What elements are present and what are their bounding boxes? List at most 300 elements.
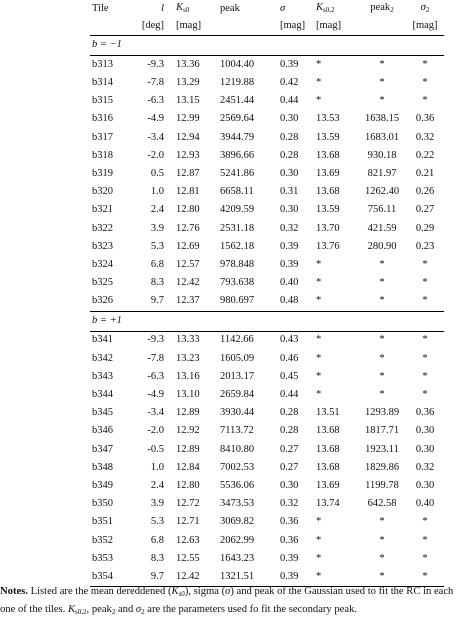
- cell-l: -3.4: [147, 407, 164, 419]
- k-symbol: K: [176, 2, 184, 14]
- notes-line-1: [0, 584, 474, 602]
- cell-sigma2: 0.23: [415, 240, 435, 252]
- cell-tile: b351: [92, 516, 113, 528]
- cell-peak: 2659.84: [220, 389, 255, 401]
- cell-k: 12.72: [176, 498, 200, 510]
- cell-tile: b342: [92, 352, 113, 364]
- cell-k: 12.69: [176, 240, 200, 252]
- cell-k2: *: [316, 77, 322, 89]
- table-body: [90, 36, 444, 587]
- cell-tile: b341: [92, 334, 113, 346]
- table-row: [90, 74, 444, 92]
- cell-sigma2: 0.36: [415, 113, 435, 125]
- table-row: [90, 459, 444, 477]
- cell-tile: b318: [92, 149, 113, 161]
- unit-sigma: [mag]: [280, 20, 306, 31]
- cell-k: 12.55: [176, 552, 200, 564]
- cell-k2: 13.59: [316, 204, 340, 216]
- table-row: [90, 350, 444, 368]
- cell-k: 12.42: [172, 568, 216, 587]
- table-row: [90, 495, 444, 513]
- col-header-tile: Tile: [92, 2, 109, 14]
- table-row: [90, 292, 444, 311]
- cell-sigma: 0.44: [280, 95, 299, 107]
- cell-l: 2.4: [150, 479, 164, 491]
- group-label: b = −1: [90, 36, 444, 56]
- cell-k2: *: [316, 277, 322, 289]
- cell-sigma: 0.27: [280, 443, 299, 455]
- cell-peak: 2569.64: [220, 113, 255, 125]
- cell-sigma: 0.32: [280, 222, 299, 234]
- cell-sigma: 0.39: [280, 258, 299, 270]
- group-header-row: [90, 36, 444, 56]
- cell-tile: b354: [90, 568, 130, 587]
- cell-sigma: 0.39: [280, 552, 299, 564]
- cell-peak: 3944.79: [220, 131, 255, 143]
- cell-sigma2: *: [406, 568, 444, 587]
- unit-peak2: [358, 18, 406, 36]
- cell-peak: 1605.09: [220, 352, 255, 364]
- cell-sigma: 0.28: [280, 149, 299, 161]
- unit-k2: [mag]: [316, 20, 342, 31]
- cell-peak2: *: [379, 295, 385, 307]
- cell-k2: *: [316, 516, 322, 528]
- cell-peak2: 642.58: [367, 498, 397, 510]
- table-row: [90, 423, 444, 441]
- notes-k-symbol: K: [171, 586, 179, 597]
- cell-tile: b343: [92, 370, 113, 382]
- table-row: [90, 92, 444, 110]
- cell-peak: 2013.17: [220, 370, 255, 382]
- cell-k: 12.94: [176, 131, 200, 143]
- cell-sigma: 0.30: [280, 204, 299, 216]
- cell-peak: 980.697: [220, 295, 255, 307]
- unit-tile: [90, 18, 130, 36]
- cell-k: 12.80: [176, 204, 200, 216]
- cell-peak2: 1638.15: [364, 113, 400, 125]
- cell-sigma: 0.32: [280, 498, 299, 510]
- cell-k2: *: [316, 370, 322, 382]
- table-row: [90, 147, 444, 165]
- sigma2-subscript: 2: [425, 6, 430, 15]
- cell-l: -6.3: [147, 370, 164, 382]
- cell-peak: 3069.82: [220, 516, 255, 528]
- cell-sigma2: *: [422, 389, 428, 401]
- cell-peak2: 1262.40: [364, 186, 400, 198]
- cell-sigma: 0.40: [280, 277, 299, 289]
- cell-l: -6.3: [147, 95, 164, 107]
- cell-sigma2: 0.32: [415, 131, 435, 143]
- cell-peak2: 756.11: [367, 204, 397, 216]
- table-row: [90, 165, 444, 183]
- cell-tile: b316: [92, 113, 113, 125]
- cell-sigma2: *: [422, 277, 428, 289]
- cell-peak2: 1683.01: [364, 131, 400, 143]
- notes-lead: Notes.: [0, 586, 28, 597]
- notes-sigma2-symbol: σ: [135, 604, 142, 615]
- cell-sigma: 0.36: [280, 534, 299, 546]
- table-row: [90, 220, 444, 238]
- cell-sigma: 0.39: [276, 568, 312, 587]
- cell-sigma2: 0.32: [415, 461, 435, 473]
- table-row: [90, 331, 444, 350]
- notes-k-subscript: s0: [178, 590, 185, 598]
- notes-text: one of the tiles.: [0, 604, 68, 615]
- cell-peak2: 1293.89: [364, 407, 400, 419]
- cell-k: 13.29: [176, 77, 200, 89]
- col-header-k2: [312, 0, 358, 18]
- notes-k2-symbol: K: [67, 604, 76, 615]
- cell-k: 13.15: [176, 95, 200, 107]
- table-row: [90, 111, 444, 129]
- cell-k: 12.84: [176, 461, 200, 473]
- cell-tile: b344: [92, 389, 113, 401]
- cell-peak2: *: [379, 389, 385, 401]
- cell-peak: 7113.72: [220, 425, 254, 437]
- table-row: [90, 129, 444, 147]
- cell-sigma: 0.43: [280, 334, 299, 346]
- cell-peak: 978.848: [220, 258, 255, 270]
- cell-peak: 3896.66: [220, 149, 255, 161]
- sigma2-symbol: σ: [420, 2, 426, 14]
- cell-l: -2.0: [147, 149, 164, 161]
- cell-peak2: 421.59: [367, 222, 397, 234]
- cell-sigma2: 0.30: [415, 443, 435, 455]
- cell-sigma2: *: [422, 95, 428, 107]
- cell-tile: b348: [92, 461, 113, 473]
- cell-k2: 13.68: [316, 461, 340, 473]
- table-row: [90, 183, 444, 201]
- cell-peak2: 1829.86: [364, 461, 400, 473]
- cell-k2: 13.53: [316, 113, 340, 125]
- notes-k2-subscript: s0,2: [75, 608, 87, 616]
- cell-peak: 1643.23: [220, 552, 255, 564]
- cell-l: 8.3: [150, 277, 164, 289]
- cell-sigma2: 0.27: [415, 204, 435, 216]
- cell-sigma: 0.42: [280, 77, 299, 89]
- cell-peak: 1142.66: [220, 334, 254, 346]
- cell-sigma2: *: [422, 258, 428, 270]
- cell-tile: b325: [92, 277, 113, 289]
- cell-k: 13.33: [176, 334, 200, 346]
- table-row: [90, 202, 444, 220]
- table-row: [90, 404, 444, 422]
- cell-k: 12.81: [176, 186, 200, 198]
- notes-text: ) and peak of the Gaussian used to fit the RC in each: [230, 586, 454, 597]
- cell-l: -7.8: [147, 352, 164, 364]
- cell-k2: *: [316, 58, 322, 70]
- notes-peak2-subscript: 2: [111, 608, 116, 616]
- unit-l: [deg]: [141, 20, 164, 31]
- cell-l: -9.3: [147, 334, 164, 346]
- cell-tile: b352: [92, 534, 113, 546]
- cell-k2: *: [316, 352, 322, 364]
- cell-sigma2: 0.40: [415, 498, 435, 510]
- cell-peak: 4209.59: [220, 204, 255, 216]
- cell-tile: b345: [92, 407, 113, 419]
- cell-peak2: *: [379, 534, 385, 546]
- cell-sigma: 0.30: [280, 113, 299, 125]
- cell-peak: 1562.18: [220, 240, 255, 252]
- cell-k2: *: [316, 552, 322, 564]
- cell-k: 13.36: [176, 58, 200, 70]
- cell-sigma2: 0.30: [415, 479, 435, 491]
- cell-sigma: 0.27: [280, 461, 299, 473]
- cell-tile: b347: [92, 443, 113, 455]
- header-row: [90, 0, 444, 18]
- cell-tile: b313: [92, 58, 113, 70]
- table-row: [90, 256, 444, 274]
- cell-peak: 8410.80: [220, 443, 255, 455]
- cell-sigma2: *: [422, 58, 428, 70]
- cell-k: 12.99: [176, 113, 200, 125]
- table-row: [90, 368, 444, 386]
- cell-peak: 1321.51: [216, 568, 276, 587]
- group-header-row: [90, 311, 444, 331]
- notes-text: are the parameters used fo fit the secondary peak.: [144, 604, 358, 615]
- cell-sigma2: 0.29: [415, 222, 435, 234]
- cell-tile: b317: [92, 131, 113, 143]
- cell-sigma2: *: [422, 516, 428, 528]
- col-header-l: l: [161, 2, 164, 14]
- cell-peak: 3930.44: [220, 407, 255, 419]
- cell-tile: b349: [92, 479, 113, 491]
- k2-symbol: K: [316, 2, 324, 14]
- cell-sigma: 0.28: [280, 425, 299, 437]
- cell-sigma: 0.46: [280, 352, 299, 364]
- cell-sigma: 0.36: [280, 516, 299, 528]
- cell-k: 12.37: [176, 295, 200, 307]
- cell-peak2: 280.90: [367, 240, 397, 252]
- notes-text: ), sigma (: [184, 586, 226, 597]
- cell-peak: 2451.44: [220, 95, 255, 107]
- cell-sigma2: *: [422, 295, 428, 307]
- unit-peak: [216, 18, 276, 36]
- cell-tile: b320: [92, 186, 113, 198]
- cell-k2: *: [316, 258, 322, 270]
- cell-peak2: 930.18: [367, 149, 397, 161]
- cell-peak2: *: [379, 77, 385, 89]
- cell-k2: 13.69: [316, 167, 340, 179]
- cell-k2: 13.76: [316, 240, 340, 252]
- cell-sigma: 0.28: [280, 131, 299, 143]
- cell-k: 13.23: [176, 352, 200, 364]
- cell-sigma: 0.30: [280, 167, 299, 179]
- cell-k2: *: [312, 568, 358, 587]
- cell-peak: 3473.53: [220, 498, 255, 510]
- cell-k: 12.71: [176, 516, 200, 528]
- cell-k: 12.87: [176, 167, 200, 179]
- cell-k: 12.80: [176, 479, 200, 491]
- cell-sigma: 0.31: [280, 186, 299, 198]
- cell-peak2: *: [379, 370, 385, 382]
- col-header-peak: peak: [220, 2, 240, 14]
- cell-k: 12.76: [176, 222, 200, 234]
- cell-peak: 793.638: [220, 277, 255, 289]
- cell-sigma2: 0.21: [415, 167, 435, 179]
- cell-tile: b315: [92, 95, 113, 107]
- col-header-sigma2: [406, 0, 444, 18]
- cell-peak: 2062.99: [220, 534, 255, 546]
- cell-peak2: *: [379, 516, 385, 528]
- cell-peak2: *: [379, 552, 385, 564]
- cell-k: 12.42: [176, 277, 200, 289]
- cell-peak2: *: [379, 334, 385, 346]
- cell-peak2: *: [379, 258, 385, 270]
- cell-sigma2: 0.26: [415, 186, 435, 198]
- cell-k2: *: [316, 534, 322, 546]
- cell-k2: 13.69: [316, 479, 340, 491]
- cell-tile: b323: [92, 240, 113, 252]
- cell-k2: 13.68: [316, 443, 340, 455]
- table-row: [90, 532, 444, 550]
- cell-sigma: 0.39: [280, 58, 299, 70]
- col-header-k: [172, 0, 216, 18]
- cell-k2: 13.51: [316, 407, 340, 419]
- cell-k2: 13.59: [316, 131, 340, 143]
- cell-peak2: 1817.71: [364, 425, 400, 437]
- cell-k2: 13.74: [316, 498, 340, 510]
- cell-l: 9.7: [150, 295, 164, 307]
- col-header-sigma: σ: [280, 2, 286, 14]
- cell-tile: b324: [92, 258, 113, 270]
- cell-peak: 5536.06: [220, 479, 255, 491]
- cell-l: 3.9: [150, 498, 164, 510]
- cell-peak2: *: [379, 95, 385, 107]
- unit-k: [mag]: [176, 20, 202, 31]
- cell-sigma: 0.28: [280, 407, 299, 419]
- notes-sigma-symbol: σ: [225, 586, 231, 597]
- cell-l: 8.3: [150, 552, 164, 564]
- cell-sigma2: *: [422, 370, 428, 382]
- col-header-peak2: [358, 0, 406, 18]
- unit-sigma2: [mag]: [412, 20, 438, 31]
- peak2-subscript: 2: [390, 6, 394, 15]
- cell-peak2: *: [358, 568, 406, 587]
- cell-k2: *: [316, 95, 322, 107]
- cell-k: 13.16: [176, 370, 200, 382]
- cell-l: 2.4: [150, 204, 164, 216]
- cell-l: 5.3: [150, 516, 164, 528]
- peak2-label: peak: [370, 2, 391, 14]
- cell-l: -0.5: [147, 443, 164, 455]
- cell-peak: 2531.18: [220, 222, 255, 234]
- cell-l: -3.4: [147, 131, 164, 143]
- cell-l: 3.9: [150, 222, 164, 234]
- cell-peak: 6658.11: [220, 186, 254, 198]
- notes-text: Listed are the mean dereddened (: [27, 586, 172, 597]
- cell-l: -7.8: [147, 77, 164, 89]
- cell-l: 9.7: [130, 568, 172, 587]
- cell-k2: 13.70: [316, 222, 340, 234]
- cell-l: 6.8: [150, 258, 164, 270]
- cell-l: -2.0: [147, 425, 164, 437]
- cell-tile: b353: [92, 552, 113, 564]
- cell-k: 12.92: [176, 425, 200, 437]
- table-row: [90, 238, 444, 256]
- group-label: b = +1: [90, 311, 444, 331]
- table-row: [90, 514, 444, 532]
- cell-sigma: 0.48: [280, 295, 299, 307]
- table-notes: [0, 584, 474, 620]
- cell-sigma2: *: [422, 77, 428, 89]
- cell-peak2: *: [379, 352, 385, 364]
- cell-k2: *: [316, 389, 322, 401]
- table-row: [90, 441, 444, 459]
- cell-l: 0.5: [150, 167, 164, 179]
- cell-l: 5.3: [150, 240, 164, 252]
- cell-k: 12.93: [176, 149, 200, 161]
- table-row: [90, 274, 444, 292]
- cell-k2: *: [316, 295, 322, 307]
- cell-l: 6.8: [150, 534, 164, 546]
- table-row: [90, 56, 444, 75]
- cell-l: -9.3: [147, 58, 164, 70]
- cell-k2: *: [316, 334, 322, 346]
- cell-tile: b319: [92, 167, 113, 179]
- cell-peak2: *: [379, 58, 385, 70]
- cell-k2: 13.68: [316, 149, 340, 161]
- notes-line-2: [0, 602, 474, 620]
- cell-peak2: 1923.11: [365, 443, 399, 455]
- cell-k: 13.10: [176, 389, 200, 401]
- cell-sigma2: *: [422, 552, 428, 564]
- cell-tile: b326: [92, 295, 113, 307]
- table-row: [90, 477, 444, 495]
- notes-sigma2-subscript: 2: [141, 608, 145, 616]
- cell-tile: b350: [92, 498, 113, 510]
- notes-text: , peak: [86, 604, 112, 615]
- cell-l: -4.9: [147, 389, 164, 401]
- k-subscript: s0: [183, 6, 190, 15]
- table-header: [90, 0, 444, 36]
- cell-sigma: 0.45: [280, 370, 299, 382]
- cell-sigma: 0.30: [280, 479, 299, 491]
- cell-peak: 1004.40: [220, 58, 255, 70]
- cell-sigma2: *: [422, 352, 428, 364]
- cell-sigma2: *: [422, 334, 428, 346]
- cell-k2: 13.68: [316, 186, 340, 198]
- cell-peak: 5241.86: [220, 167, 255, 179]
- cell-l: -4.9: [147, 113, 164, 125]
- cell-sigma2: 0.22: [415, 149, 435, 161]
- rc-fit-table: [90, 0, 444, 587]
- cell-sigma: 0.39: [280, 240, 299, 252]
- cell-k: 12.89: [176, 443, 200, 455]
- notes-text: and: [115, 604, 136, 615]
- cell-k2: 13.68: [316, 425, 340, 437]
- table-row: [90, 386, 444, 404]
- units-row: [90, 18, 444, 36]
- cell-l: 1.0: [150, 461, 164, 473]
- cell-k: 12.63: [176, 534, 200, 546]
- cell-peak2: 1199.78: [365, 479, 399, 491]
- cell-peak2: 821.97: [367, 167, 397, 179]
- cell-k: 12.89: [176, 407, 200, 419]
- cell-l: 1.0: [150, 186, 164, 198]
- table-row: [90, 550, 444, 568]
- cell-peak: 1219.88: [220, 77, 255, 89]
- cell-sigma: 0.44: [280, 389, 299, 401]
- cell-tile: b321: [92, 204, 113, 216]
- k2-subscript: s0,2: [323, 6, 335, 15]
- cell-sigma2: 0.36: [415, 407, 435, 419]
- cell-tile: b314: [92, 77, 113, 89]
- cell-k: 12.57: [176, 258, 200, 270]
- cell-tile: b346: [92, 425, 113, 437]
- cell-peak2: *: [379, 277, 385, 289]
- cell-tile: b322: [92, 222, 113, 234]
